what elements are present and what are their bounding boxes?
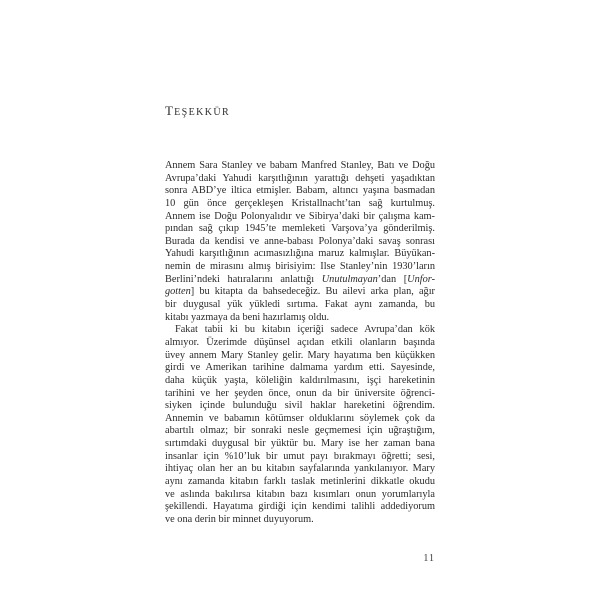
text-line: Burada da kendisi ve anne-babası Polonya’daki savaş sonrası	[165, 235, 435, 247]
text-line: tarihini ve her şeyden önce, onun da bir üniversite öğrenci-	[165, 387, 435, 399]
text-line: bir duygusal yük yükledi sırtıma. Fakat aynı zamanda, bu	[165, 299, 435, 311]
text-line: pından sağ çıkıp 1945’te memleketi Varşova’ya gönderilmiş.	[165, 223, 435, 235]
text-line: ve aslında bakılırsa kitabın bazı kısımları onun yorumlarıyla	[165, 488, 435, 500]
book-title-italic: Unfor-	[407, 273, 435, 285]
text-line: sırtımdaki duygusal bir yüktür bu. Mary ise her zaman bana	[165, 438, 435, 450]
text-line-with-italic: Berlini’ndeki hatıralarını anlattığı Unutulmayan’dan [Unfor-	[165, 273, 435, 285]
text-line: abartılı olmaz; bir sonraki nesle geçmemesi için uğraştığım,	[165, 425, 435, 437]
paragraph-1	[165, 160, 435, 324]
heading-initial: T	[165, 103, 175, 118]
text-line: Yahudi karşıtlığının acımasızlığına maruz kalmışlar. Büyükan-	[165, 248, 435, 260]
heading-rest: EŞEKKÜR	[174, 107, 231, 118]
text-line: almıyor. Üzerimde düşünsel açıdan etkili olanların başında	[165, 336, 435, 348]
text-line: şekillendi. Hayatıma girdiği için kendimi talihli addediyorum	[165, 501, 435, 513]
text-line: Fakat tabii ki bu kitabın içeriği sadece Avrupa’dan kök	[175, 324, 435, 336]
text-line: daha küçük yaşta, köleliğin kaldırılmasını, işçi hareketinin	[165, 374, 435, 386]
text-line: Annem Sara Stanley ve babam Manfred Stanley, Batı ve Doğu	[165, 160, 435, 171]
text-line: girdi ve Amerikan tarihine dalmama yardım etti. Sayesinde,	[165, 362, 435, 374]
text-line: nemin de mirasını almış birisiyim: Ilse Stanley’nin 1930’ların	[165, 261, 435, 273]
text-line: insanlar için %10’luk bir umut payı bırakmayı öğretti; sesi,	[165, 450, 435, 462]
text-line: 10 gün önce gerçekleşen Kristallnacht’tan sağ kurtulmuş.	[165, 197, 435, 209]
text-line: sonra ABD’ye iltica etmişler. Babam, altıncı yaşına basmadan	[165, 185, 435, 197]
text-line: Avrupa’daki Yahudi karşıtlığının yarattığı dehşeti yaşadıktan	[165, 172, 435, 184]
section-heading	[165, 103, 230, 119]
book-title-italic: gotten	[165, 286, 191, 298]
text-line: Annem ise Doğu Polonyalıdır ve Sibirya’daki bir çalışma kam-	[165, 210, 435, 222]
text-line: aynı zamanda kitabın farklı taslak metinlerini dikkatle okudu	[165, 476, 435, 488]
text-line: ve ona derin bir minnet duyuyorum.	[165, 513, 314, 525]
text-line: üvey annem Mary Stanley gelir. Mary hayatıma ben küçükken	[165, 349, 435, 361]
text-line-with-italic: gotten] bu kitapta da bahsedeceğiz. Bu ailevi arka plan, ağır	[165, 286, 435, 298]
text-line: ihtiyaç olan her an bu kitabın sayfalarında yankılanıyor. Mary	[165, 463, 435, 475]
page-number: 11	[423, 553, 435, 564]
text-line: Annemin ve babamın kötümser olduklarını söylemek çok da	[165, 412, 435, 424]
text-line: kitabı yazmaya da beni hazırlamış oldu.	[165, 311, 330, 323]
paragraph-2	[165, 324, 435, 526]
body-text	[165, 160, 435, 527]
book-title-italic: Unutulmayan	[321, 273, 378, 285]
text-line: siyken içinde bulunduğu sivil haklar hareketini öğrendim.	[165, 400, 435, 412]
